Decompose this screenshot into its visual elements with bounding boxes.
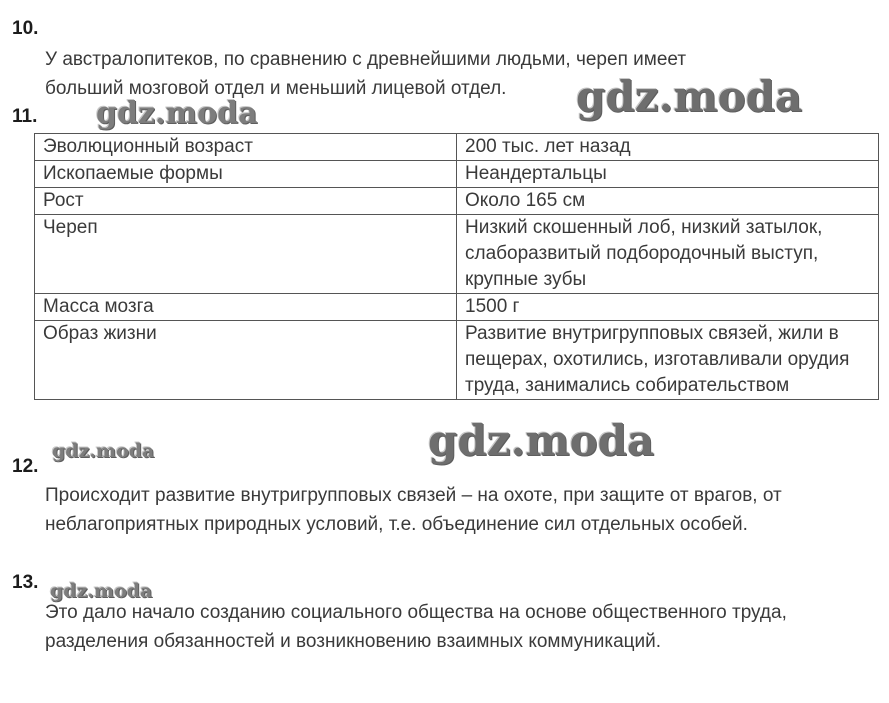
answer-12: Происходит развитие внутригрупповых связей – на охоте, при защите от врагов, от неблагоприятных природных условий, т.е. объединение сил отдельных особей. [45, 485, 782, 535]
watermark-logo: gdz.moda [576, 72, 803, 121]
row-label: Масса мозга [35, 294, 457, 321]
row-value: Развитие внутригрупповых связей, жили в пещерах, охотились, изготавливали орудия труда, занимались собирательством [457, 321, 879, 400]
question-number-12: 12. [12, 456, 39, 477]
row-label: Ископаемые формы [35, 161, 457, 188]
table-row [35, 321, 879, 400]
row-label: Череп [35, 215, 457, 294]
table-row [35, 294, 879, 321]
question-number-13: 13. [12, 572, 39, 593]
table-row [35, 161, 879, 188]
answer-11-table [34, 133, 879, 400]
question-number-11: 11. [12, 106, 38, 127]
row-label: Рост [35, 188, 457, 215]
row-value: Неандертальцы [457, 161, 879, 188]
row-value: Низкий скошенный лоб, низкий затылок, слаборазвитый подбородочный выступ, крупные зубы [457, 215, 879, 294]
watermark-logo: gdz.moda [50, 580, 153, 602]
answer-10-line-2: больший мозговой отдел и меньший лицевой отдел. [45, 78, 507, 99]
row-value: 1500 г [457, 294, 879, 321]
answer-13: Это дало начало созданию социального общества на основе общественного труда, разделения обязанностей и возникновению взаимных коммуникаций. [45, 602, 787, 652]
row-label: Образ жизни [35, 321, 457, 400]
table-row [35, 134, 879, 161]
row-label: Эволюционный возраст [35, 134, 457, 161]
watermark-logo: gdz.moda [52, 440, 155, 462]
row-value: Около 165 см [457, 188, 879, 215]
table-row [35, 188, 879, 215]
answer-10-line-1: У австралопитеков, по сравнению с древнейшими людьми, череп имеет [45, 49, 687, 70]
table-row [35, 215, 879, 294]
row-value: 200 тыс. лет назад [457, 134, 879, 161]
watermark-logo: gdz.moda [96, 96, 258, 131]
watermark-logo: gdz.moda [428, 416, 655, 465]
question-number-10: 10. [12, 18, 39, 39]
